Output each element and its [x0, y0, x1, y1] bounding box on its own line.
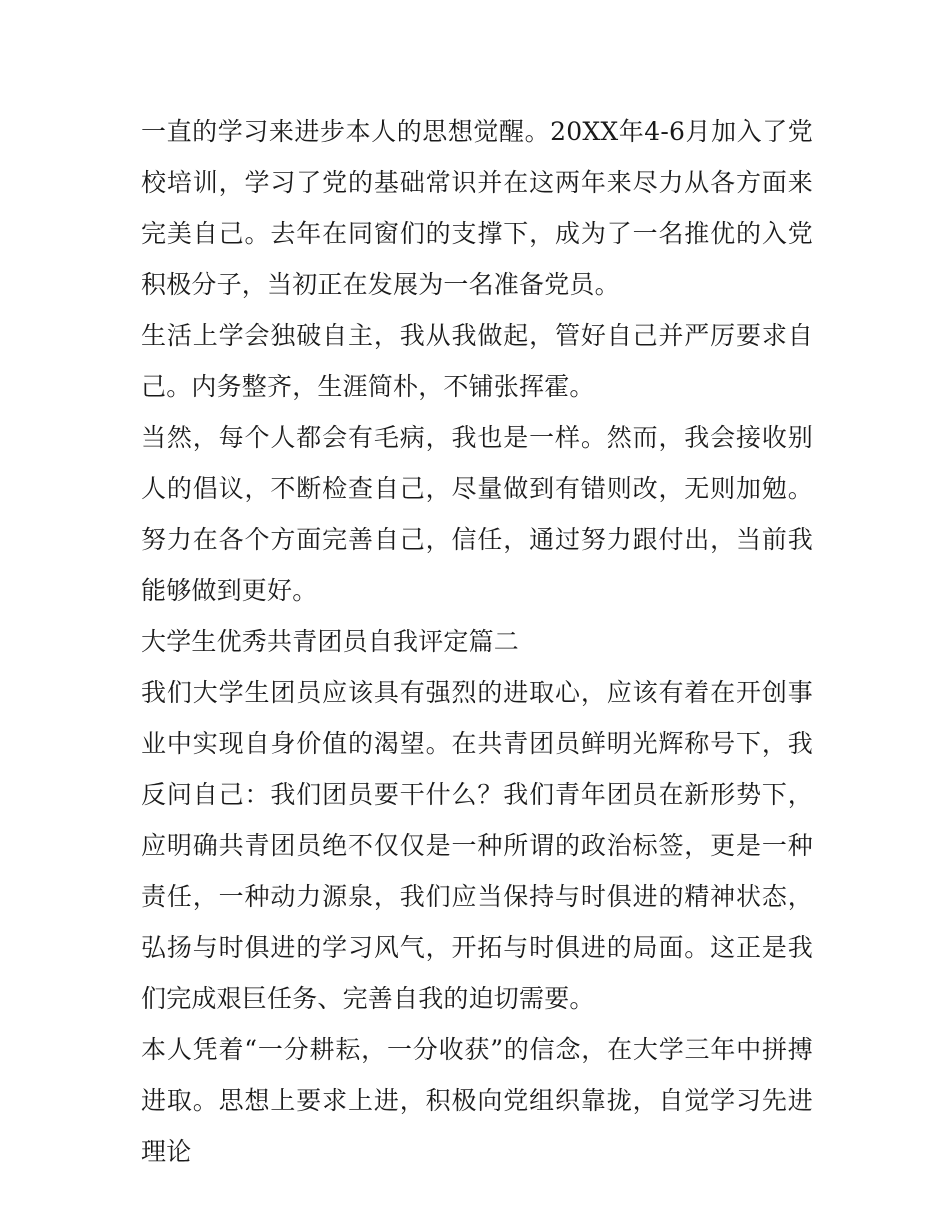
paragraph-ambition: 我们大学生团员应该具有强烈的进取心，应该有着在开创事业中实现自身价值的渴望。在共青团员鲜明光辉称号下，我反问自己：我们团员要干什么？我们青年团员在新形势下，应明确共青团员绝不仅仅是一种所谓的政治标签，更是一种责任，一种动力源泉，我们应当保持与时俱进的精神状态，弘扬与时俱进的学习风气，开拓与时俱进的局面。这正是我们完成艰巨任务、完善自我的迫切需要。: [141, 678, 813, 1013]
paragraph-life: 生活上学会独破自主，我从我做起，管好自己并严厉要求自己。内务整齐，生涯简朴，不铺张挥霍。: [141, 321, 813, 401]
document-body: [141, 106, 813, 1177]
paragraph-belief: 本人凭着“一分耕耘，一分收获”的信念，在大学三年中拼搏进取。思想上要求上进，积极向党组织靠拢，自觉学习先进理论: [141, 1035, 813, 1166]
paragraph-study: 一直的学习来进步本人的思想觉醒。20XX年4-6月加入了党校培训，学习了党的基础常识并在这两年来尽力从各方面来完美自己。去年在同窗们的支撑下，成为了一名推优的入党积极分子，当初正在发展为一名准备党员。: [141, 117, 813, 299]
section-title: 大学生优秀共青团员自我评定篇二: [141, 627, 520, 656]
paragraph-shortcomings: 当然，每个人都会有毛病，我也是一样。然而，我会接收别人的倡议，不断检查自己，尽量做到有错则改，无则加勉。努力在各个方面完善自己，信任，通过努力跟付出，当前我能够做到更好。: [141, 423, 813, 605]
